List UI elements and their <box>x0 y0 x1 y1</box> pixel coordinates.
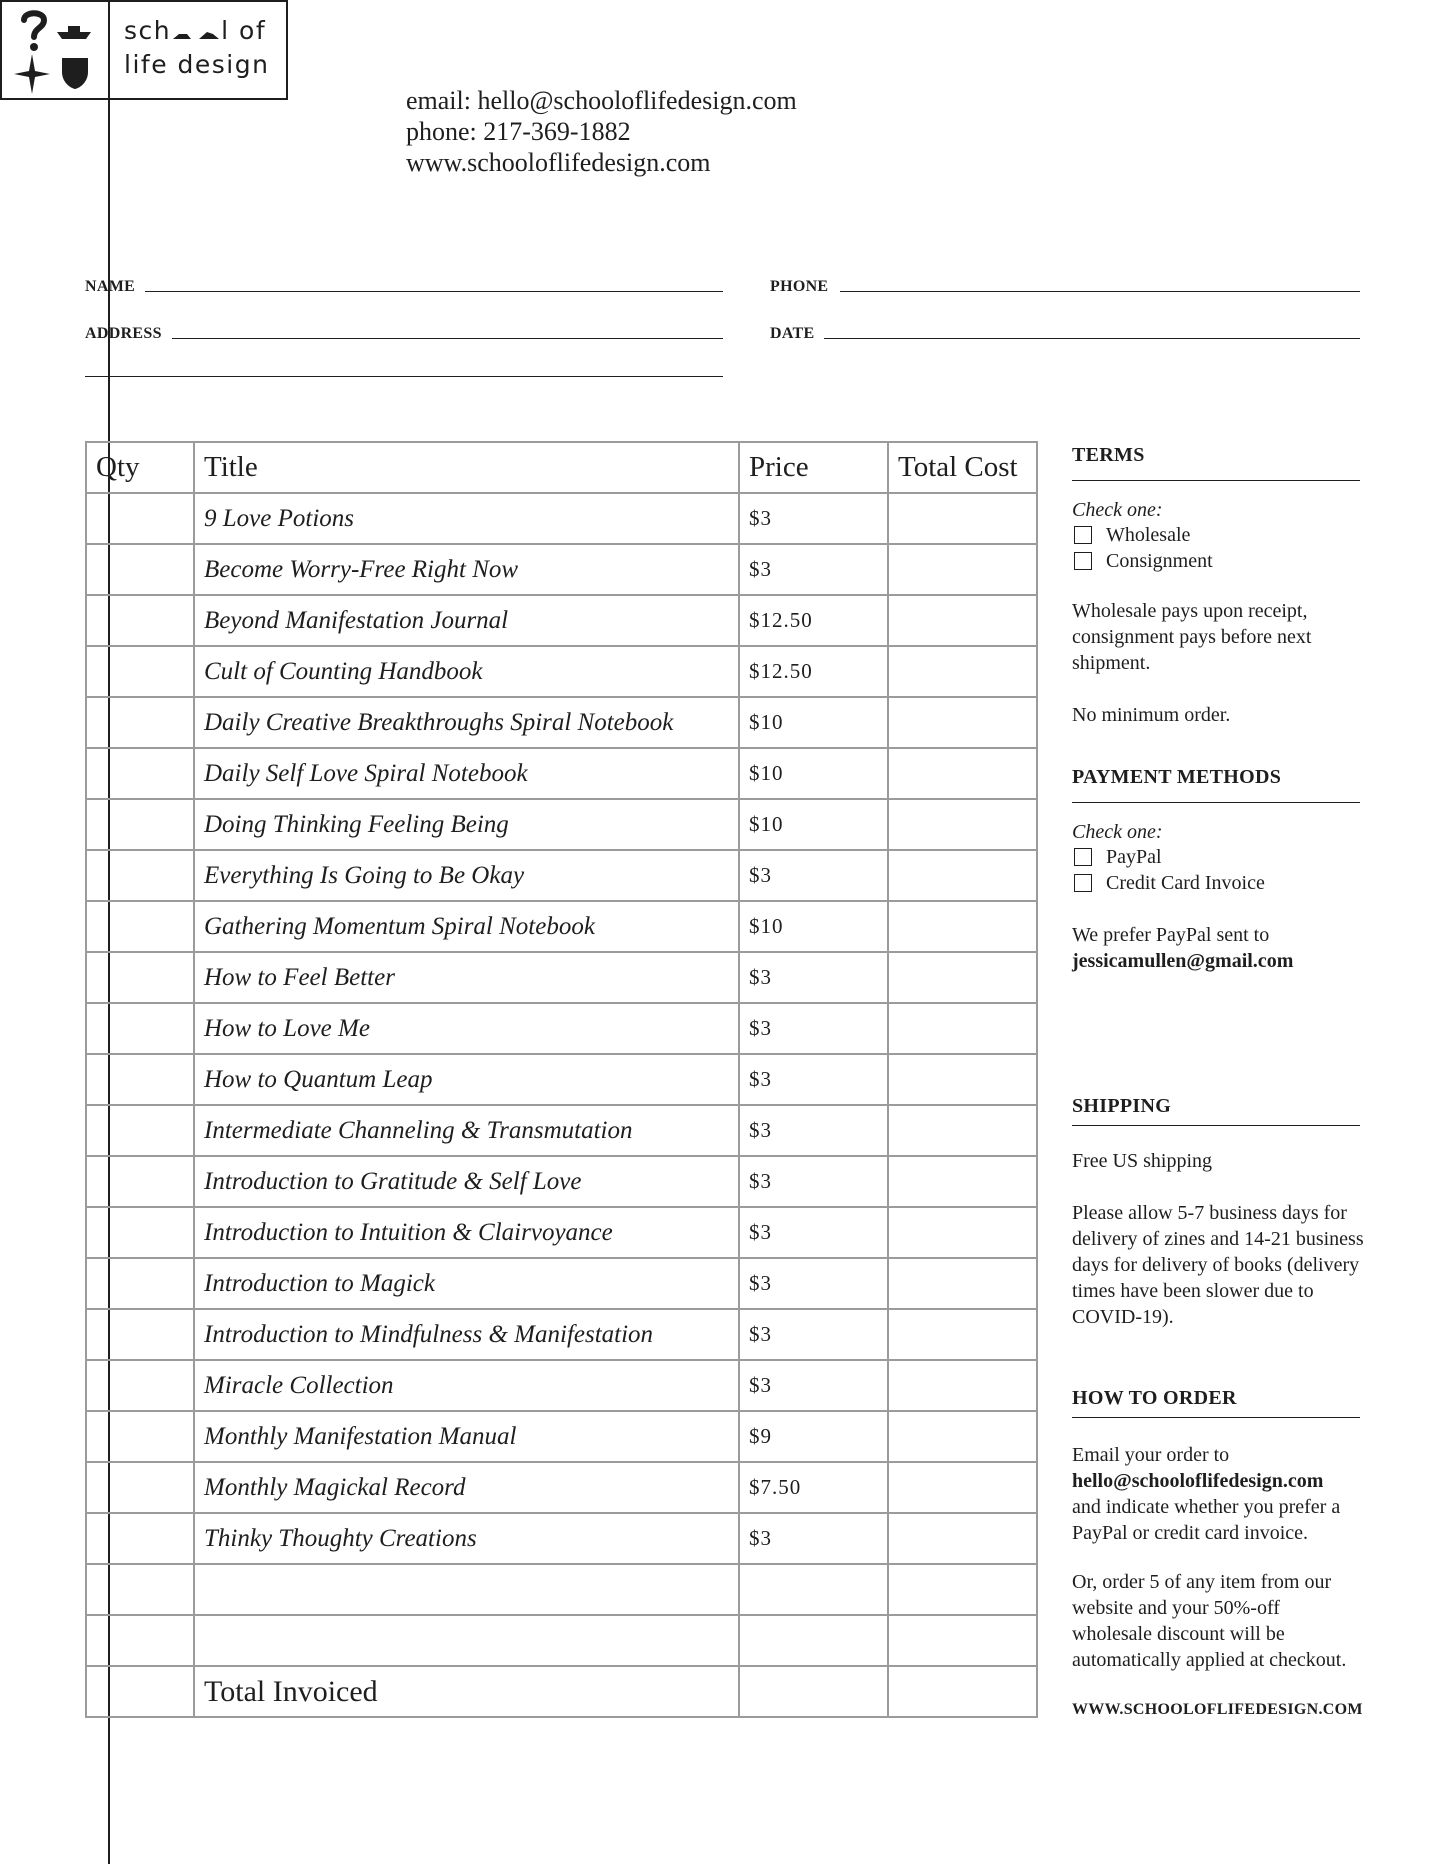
qty-cell[interactable] <box>86 799 194 850</box>
total-cost-cell[interactable] <box>888 595 1037 646</box>
table-header-row <box>86 442 1037 493</box>
price-cell: $10 <box>739 901 888 952</box>
total-cost-cell[interactable] <box>888 1309 1037 1360</box>
order-table-body <box>86 493 1037 1666</box>
price-cell: $3 <box>739 1105 888 1156</box>
address-field-line-2[interactable] <box>85 376 723 377</box>
header-qty: Qty <box>86 442 194 493</box>
total-invoiced-label: Total Invoiced <box>194 1666 739 1717</box>
checkbox-consignment[interactable] <box>1072 548 1360 574</box>
ship-icon <box>56 24 92 40</box>
checkbox-label: Consignment <box>1106 549 1213 572</box>
total-cost-cell[interactable] <box>888 1258 1037 1309</box>
qty-cell[interactable] <box>86 1207 194 1258</box>
price-cell: $3 <box>739 1258 888 1309</box>
price-cell <box>739 1615 888 1666</box>
title-cell: How to Quantum Leap <box>194 1054 739 1105</box>
total-cost-cell[interactable] <box>888 1411 1037 1462</box>
table-row <box>86 1156 1037 1207</box>
price-cell: $3 <box>739 952 888 1003</box>
table-row <box>86 1003 1037 1054</box>
name-field[interactable] <box>145 291 723 292</box>
table-row <box>86 901 1037 952</box>
table-row <box>86 1615 1037 1666</box>
title-cell <box>194 1615 739 1666</box>
table-row <box>86 1105 1037 1156</box>
qty-cell[interactable] <box>86 1309 194 1360</box>
qty-cell[interactable] <box>86 1003 194 1054</box>
total-qty-cell[interactable] <box>86 1666 194 1717</box>
total-cost-cell[interactable] <box>888 1054 1037 1105</box>
order-email: hello@schooloflifedesign.com <box>1072 1470 1324 1492</box>
hills-icon <box>173 28 219 40</box>
terms-text: Wholesale pays upon receipt, consignment pays before next shipment. <box>1072 600 1312 674</box>
checkbox-box[interactable] <box>1074 848 1092 866</box>
total-cost-cell[interactable] <box>888 1207 1037 1258</box>
question-mark-icon <box>20 8 48 52</box>
phone-field[interactable] <box>840 291 1360 292</box>
total-cost-cell[interactable] <box>888 1615 1037 1666</box>
table-row <box>86 646 1037 697</box>
price-cell <box>739 1564 888 1615</box>
qty-cell[interactable] <box>86 493 194 544</box>
title-cell <box>194 1564 739 1615</box>
header-total-cost: Total Cost <box>888 442 1037 493</box>
title-cell: Introduction to Intuition & Clairvoyance <box>194 1207 739 1258</box>
total-cost-cell[interactable] <box>888 850 1037 901</box>
address-field[interactable] <box>172 338 723 339</box>
checkbox-box[interactable] <box>1074 552 1092 570</box>
terms-check-one: Check one: <box>1072 499 1163 521</box>
contact-email: email: hello@schooloflifedesign.com <box>406 86 797 115</box>
header-price: Price <box>739 442 888 493</box>
qty-cell[interactable] <box>86 1258 194 1309</box>
total-cost-cell[interactable] <box>888 1156 1037 1207</box>
checkbox-label: Credit Card Invoice <box>1106 871 1265 894</box>
qty-cell[interactable] <box>86 1156 194 1207</box>
table-row <box>86 1207 1037 1258</box>
price-cell: $7.50 <box>739 1462 888 1513</box>
table-row <box>86 493 1037 544</box>
price-cell: $10 <box>739 697 888 748</box>
checkbox-wholesale[interactable] <box>1072 522 1360 548</box>
price-cell: $10 <box>739 799 888 850</box>
total-cost-cell[interactable] <box>888 697 1037 748</box>
title-cell: Cult of Counting Handbook <box>194 646 739 697</box>
table-row <box>86 1309 1037 1360</box>
qty-cell[interactable] <box>86 1462 194 1513</box>
address-label: ADDRESS <box>85 325 162 342</box>
how-to-order-heading: HOW TO ORDER <box>1072 1387 1237 1409</box>
checkbox-label: Wholesale <box>1106 523 1191 546</box>
title-cell: Gathering Momentum Spiral Notebook <box>194 901 739 952</box>
table-row <box>86 697 1037 748</box>
title-cell: Doing Thinking Feeling Being <box>194 799 739 850</box>
payment-check-one: Check one: <box>1072 821 1163 843</box>
price-cell: $3 <box>739 1360 888 1411</box>
checkbox-box[interactable] <box>1074 874 1092 892</box>
title-cell: Miracle Collection <box>194 1360 739 1411</box>
price-cell: $3 <box>739 1309 888 1360</box>
qty-cell[interactable] <box>86 595 194 646</box>
total-cost-cell[interactable] <box>888 1462 1037 1513</box>
name-label: NAME <box>85 278 136 295</box>
table-row <box>86 544 1037 595</box>
qty-cell[interactable] <box>86 697 194 748</box>
total-cost-cell[interactable] <box>888 1666 1037 1717</box>
table-row <box>86 595 1037 646</box>
qty-cell[interactable] <box>86 1411 194 1462</box>
qty-cell[interactable] <box>86 1105 194 1156</box>
qty-cell[interactable] <box>86 901 194 952</box>
price-cell: $3 <box>739 493 888 544</box>
title-cell: Introduction to Mindfulness & Manifestation <box>194 1309 739 1360</box>
total-cost-cell[interactable] <box>888 1003 1037 1054</box>
title-cell: Thinky Thoughty Creations <box>194 1513 739 1564</box>
total-cost-cell[interactable] <box>888 544 1037 595</box>
title-cell: 9 Love Potions <box>194 493 739 544</box>
price-cell: $3 <box>739 1207 888 1258</box>
how-to-order-instructions: and indicate whether you prefer a PayPal or credit card invoice. <box>1072 1496 1341 1544</box>
header-title: Title <box>194 442 739 493</box>
total-cost-cell[interactable] <box>888 1564 1037 1615</box>
table-row <box>86 1054 1037 1105</box>
checkbox-paypal[interactable] <box>1072 844 1360 870</box>
title-cell: Intermediate Channeling & Transmutation <box>194 1105 739 1156</box>
total-price-cell[interactable] <box>739 1666 888 1717</box>
title-cell: How to Love Me <box>194 1003 739 1054</box>
total-row <box>86 1666 1037 1717</box>
how-to-order-rule <box>1072 1417 1360 1418</box>
contact-phone: phone: 217-369-1882 <box>406 117 631 146</box>
shipping-free: Free US shipping <box>1072 1150 1212 1172</box>
checkbox-box[interactable] <box>1074 526 1092 544</box>
title-cell: Monthly Magickal Record <box>194 1462 739 1513</box>
title-cell: Daily Self Love Spiral Notebook <box>194 748 739 799</box>
title-cell: Monthly Manifestation Manual <box>194 1411 739 1462</box>
qty-cell[interactable] <box>86 952 194 1003</box>
total-cost-cell[interactable] <box>888 493 1037 544</box>
total-cost-cell[interactable] <box>888 952 1037 1003</box>
price-cell: $12.50 <box>739 646 888 697</box>
payment-text: We prefer PayPal sent to <box>1072 924 1270 946</box>
title-cell: Everything Is Going to Be Okay <box>194 850 739 901</box>
shipping-heading: SHIPPING <box>1072 1095 1172 1117</box>
total-cost-cell[interactable] <box>888 1513 1037 1564</box>
total-cost-cell[interactable] <box>888 1360 1037 1411</box>
qty-cell[interactable] <box>86 544 194 595</box>
logo-word-2: life design <box>124 50 270 79</box>
title-cell: How to Feel Better <box>194 952 739 1003</box>
table-row <box>86 952 1037 1003</box>
date-field[interactable] <box>824 338 1360 339</box>
total-cost-cell[interactable] <box>888 901 1037 952</box>
qty-cell[interactable] <box>86 1054 194 1105</box>
terms-heading: TERMS <box>1072 444 1145 466</box>
checkbox-label: PayPal <box>1106 845 1162 868</box>
logo <box>0 0 288 100</box>
how-to-order-text <box>1072 1442 1360 1546</box>
payment-heading: PAYMENT METHODS <box>1072 766 1282 788</box>
table-row <box>86 799 1037 850</box>
shipping-details: Please allow 5-7 business days for delivery of zines and 14-21 business days for delivery of books (delivery times have been slower due to COVID-19). <box>1072 1202 1364 1328</box>
total-cost-cell[interactable] <box>888 748 1037 799</box>
price-cell: $12.50 <box>739 595 888 646</box>
title-cell: Introduction to Gratitude & Self Love <box>194 1156 739 1207</box>
table-row <box>86 1258 1037 1309</box>
table-row <box>86 1462 1037 1513</box>
total-cost-cell[interactable] <box>888 799 1037 850</box>
shipping-rule <box>1072 1125 1360 1126</box>
table-row <box>86 1513 1037 1564</box>
title-cell: Beyond Manifestation Journal <box>194 595 739 646</box>
title-cell: Introduction to Magick <box>194 1258 739 1309</box>
footer-url: WWW.SCHOOLOFLIFEDESIGN.COM <box>1072 1701 1363 1718</box>
phone-label: PHONE <box>770 278 829 295</box>
price-cell: $3 <box>739 1054 888 1105</box>
date-label: DATE <box>770 325 815 342</box>
title-cell: Daily Creative Breakthroughs Spiral Notebook <box>194 697 739 748</box>
contact-website: www.schooloflifedesign.com <box>406 148 711 177</box>
price-cell: $3 <box>739 1513 888 1564</box>
order-table <box>85 441 1038 1718</box>
table-row <box>86 1411 1037 1462</box>
price-cell: $3 <box>739 1156 888 1207</box>
price-cell: $3 <box>739 1003 888 1054</box>
qty-cell[interactable] <box>86 850 194 901</box>
shield-icon <box>60 56 90 90</box>
total-cost-cell[interactable] <box>888 1105 1037 1156</box>
terms-min-order: No minimum order. <box>1072 704 1231 726</box>
qty-cell[interactable] <box>86 1615 194 1666</box>
terms-rule <box>1072 480 1360 481</box>
payment-rule <box>1072 802 1360 803</box>
logo-text-sch: sch <box>124 16 172 45</box>
price-cell: $3 <box>739 850 888 901</box>
table-row <box>86 748 1037 799</box>
how-to-order-intro: Email your order to <box>1072 1444 1230 1466</box>
qty-cell[interactable] <box>86 1564 194 1615</box>
total-cost-cell[interactable] <box>888 646 1037 697</box>
table-row <box>86 1360 1037 1411</box>
title-cell: Become Worry-Free Right Now <box>194 544 739 595</box>
wholesale-discount-text: Or, order 5 of any item from our website and your 50%-off wholesale discount will be automatically applied at checkout. <box>1072 1571 1347 1671</box>
qty-cell[interactable] <box>86 1513 194 1564</box>
qty-cell[interactable] <box>86 748 194 799</box>
logo-word-1 <box>124 16 266 45</box>
qty-cell[interactable] <box>86 646 194 697</box>
payment-email: jessicamullen@gmail.com <box>1072 950 1294 972</box>
checkbox-credit-card-invoice[interactable] <box>1072 870 1360 896</box>
qty-cell[interactable] <box>86 1360 194 1411</box>
logo-text-of: l of <box>221 16 267 45</box>
compass-star-icon <box>14 54 50 94</box>
price-cell: $9 <box>739 1411 888 1462</box>
price-cell: $10 <box>739 748 888 799</box>
table-row <box>86 850 1037 901</box>
table-row <box>86 1564 1037 1615</box>
price-cell: $3 <box>739 544 888 595</box>
